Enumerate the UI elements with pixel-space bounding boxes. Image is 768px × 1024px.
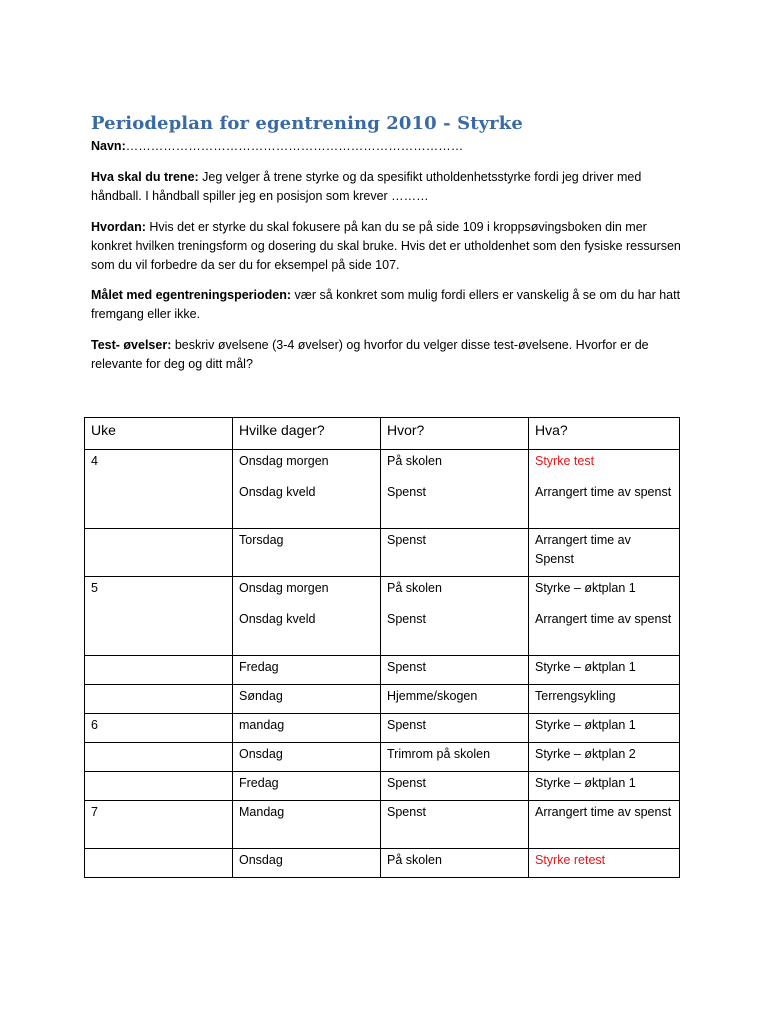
cell-dager [233,685,381,714]
header-dager: Hvilke dager? [233,418,381,450]
cell-hvor [381,656,529,685]
table-row [85,772,680,801]
paragraph-maalet [91,286,691,324]
cell-dager [233,529,381,577]
cell-text: Arrangert time av spenst [535,612,672,626]
table-body [85,450,680,878]
cell-text: Onsdag kveld [239,485,316,499]
cell-hva [529,849,680,878]
table-row [85,529,680,577]
paragraph-hva [91,168,691,206]
cell-text: Styrke – øktplan 1 [535,581,636,595]
cell-text: Onsdag morgen [239,581,329,595]
cell-dager [233,577,381,656]
cell-text: Styrke test [535,454,595,468]
paragraph-text: Jeg velger å trene styrke og da spesifikt utholdenhetsstyrke fordi jeg driver med håndball. I håndball spiller jeg en posisjon som krever ……… [91,170,642,203]
cell-dager [233,801,381,849]
cell-hva [529,743,680,772]
paragraph-label: Test- øvelser: [91,338,172,352]
cell-hva [529,529,680,577]
cell-text: Onsdag [239,853,283,867]
cell-text: Styrke – øktplan 2 [535,747,636,761]
cell-uke [85,685,233,714]
cell-uke [85,656,233,685]
cell-text: Styrke – øktplan 1 [535,660,636,674]
document-title: Periodeplan for egentrening 2010 - Styrke [91,113,523,134]
cell-text: Spenst [387,533,426,547]
table-row [85,849,680,878]
cell-hvor [381,529,529,577]
cell-uke [85,849,233,878]
paragraph-text: beskriv øvelsene (3-4 øvelser) og hvorfor du velger disse test-øvelsene. Hvorfor er de relevante for deg og ditt mål? [91,338,649,371]
cell-text: På skolen [387,853,442,867]
cell-uke: 6 [85,714,233,743]
cell-hva [529,714,680,743]
cell-text: Spenst [387,660,426,674]
cell-text: Fredag [239,660,279,674]
cell-text: Fredag [239,776,279,790]
cell-text: Arrangert time av Spenst [535,533,631,566]
training-plan-table [84,417,680,878]
cell-text: Søndag [239,689,283,703]
cell-hva [529,801,680,849]
cell-uke: 4 [85,450,233,529]
cell-text: Arrangert time av spenst [535,485,672,499]
cell-text: Spenst [387,776,426,790]
paragraph-hvordan [91,218,691,275]
cell-text: På skolen [387,454,442,468]
cell-uke [85,529,233,577]
cell-hva [529,772,680,801]
header-hva: Hva? [529,418,680,450]
cell-text: Torsdag [239,533,284,547]
cell-text: Styrke – øktplan 1 [535,718,636,732]
cell-dager [233,743,381,772]
cell-text: Trimrom på skolen [387,747,491,761]
cell-hvor [381,849,529,878]
cell-text: Spenst [387,485,426,499]
cell-text: Mandag [239,805,285,819]
cell-hvor [381,743,529,772]
cell-text: Hjemme/skogen [387,689,478,703]
cell-text: Onsdag morgen [239,454,329,468]
cell-dager [233,656,381,685]
cell-text: Onsdag [239,747,283,761]
paragraph-text: Hvis det er styrke du skal fokusere på kan du se på side 109 i kroppsøvingsboken din mer konkret hvilken treningsform og dosering du skal bruke. Hvis det er utholdenhet som den fysiske ressursen som du vil forbedre da ser du for eksempel på side 107. [91,220,681,272]
paragraph-test-ovelser [91,336,691,374]
table-row [85,743,680,772]
name-label: Navn: [91,139,126,153]
name-line [91,139,463,153]
cell-dager [233,714,381,743]
table-row [85,577,680,656]
paragraph-label: Hvordan: [91,220,146,234]
table-row [85,656,680,685]
cell-hva [529,577,680,656]
cell-text: Terrengsykling [535,689,616,703]
cell-hva [529,656,680,685]
cell-uke: 7 [85,801,233,849]
paragraph-label: Målet med egentreningsperioden: [91,288,292,302]
cell-uke [85,772,233,801]
cell-text: Spenst [387,805,426,819]
cell-text: På skolen [387,581,442,595]
cell-hva [529,450,680,529]
cell-hvor [381,577,529,656]
paragraph-text: vær så konkret som mulig fordi ellers er vanskelig å se om du har hatt fremgang eller ikke. [91,288,681,321]
cell-hva [529,685,680,714]
cell-text: mandag [239,718,285,732]
cell-dager [233,450,381,529]
cell-hvor [381,714,529,743]
name-dotted-field: ……………………………………………………………………… [125,139,464,153]
header-uke: Uke [85,418,233,450]
cell-text: Arrangert time av spenst [535,805,672,819]
cell-text: Onsdag kveld [239,612,316,626]
cell-dager [233,772,381,801]
table-row [85,714,680,743]
table-header-row [85,418,680,450]
cell-text: Spenst [387,718,426,732]
cell-dager [233,849,381,878]
cell-hvor [381,772,529,801]
cell-text: Styrke – øktplan 1 [535,776,636,790]
table-row [85,450,680,529]
cell-uke: 5 [85,577,233,656]
table-row [85,685,680,714]
cell-hvor [381,685,529,714]
paragraph-label: Hva skal du trene: [91,170,199,184]
cell-hvor [381,450,529,529]
header-hvor: Hvor? [381,418,529,450]
cell-text: Styrke retest [535,853,606,867]
cell-text: Spenst [387,612,426,626]
table-row [85,801,680,849]
cell-uke [85,743,233,772]
cell-hvor [381,801,529,849]
